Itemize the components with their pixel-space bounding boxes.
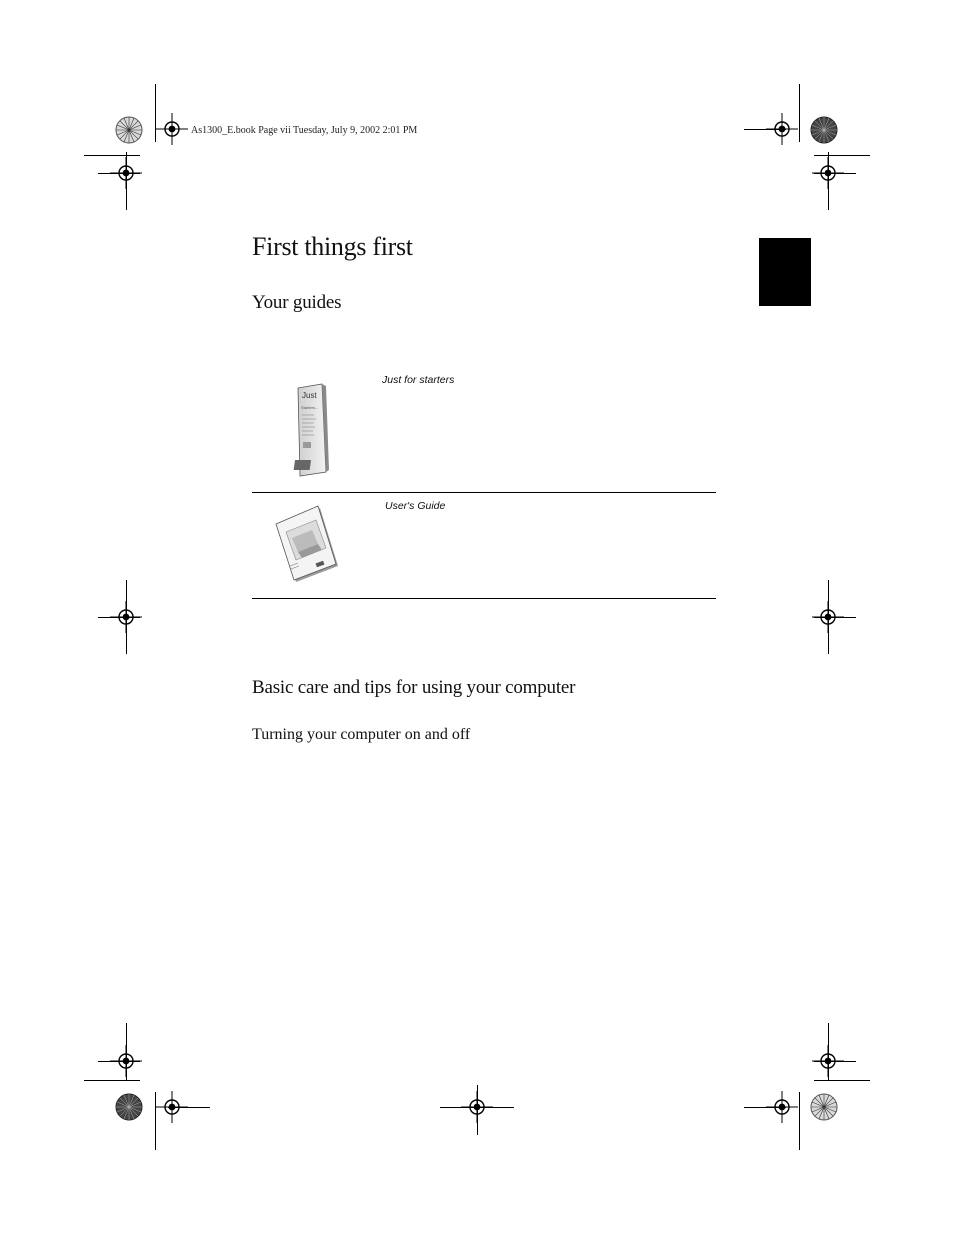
registration-mark-icon bbox=[812, 601, 844, 633]
just-for-starters-booklet-icon bbox=[292, 382, 332, 478]
crop-line bbox=[799, 84, 800, 142]
section-heading-guides: Your guides bbox=[252, 292, 342, 313]
color-target-light-icon bbox=[115, 116, 143, 144]
guide-caption: Just for starters bbox=[382, 374, 455, 386]
crop-line bbox=[744, 1107, 786, 1108]
registration-mark-icon bbox=[110, 601, 142, 633]
section-heading-care: Basic care and tips for using your computer bbox=[252, 677, 576, 698]
divider bbox=[252, 492, 716, 493]
subsection-heading-power: Turning your computer on and off bbox=[252, 726, 471, 743]
color-target-dark-icon bbox=[115, 1093, 143, 1121]
svg-text:Starters...: Starters... bbox=[301, 405, 319, 410]
registration-mark-icon bbox=[812, 157, 844, 189]
guide-caption: User's Guide bbox=[385, 500, 446, 512]
registration-mark-icon bbox=[110, 157, 142, 189]
registration-mark-icon bbox=[156, 113, 188, 145]
users-guide-manual-icon bbox=[272, 504, 342, 584]
crop-line bbox=[799, 1092, 800, 1150]
divider bbox=[252, 598, 716, 599]
crop-line bbox=[168, 1107, 210, 1108]
chapter-tab-marker bbox=[759, 238, 811, 306]
color-target-light-icon bbox=[810, 1093, 838, 1121]
print-header-line: As1300_E.book Page vii Tuesday, July 9, 2002 2:01 PM bbox=[191, 125, 418, 136]
svg-text:Just: Just bbox=[302, 391, 317, 400]
page-title: First things first bbox=[252, 232, 413, 261]
crop-line bbox=[84, 155, 140, 156]
crop-line bbox=[814, 155, 870, 156]
crop-line bbox=[744, 129, 786, 130]
registration-mark-icon bbox=[110, 1045, 142, 1077]
color-target-dark-icon bbox=[810, 116, 838, 144]
crop-line bbox=[814, 1080, 870, 1081]
crop-line bbox=[84, 1080, 140, 1081]
registration-mark-icon bbox=[812, 1045, 844, 1077]
registration-mark-icon bbox=[461, 1091, 493, 1123]
